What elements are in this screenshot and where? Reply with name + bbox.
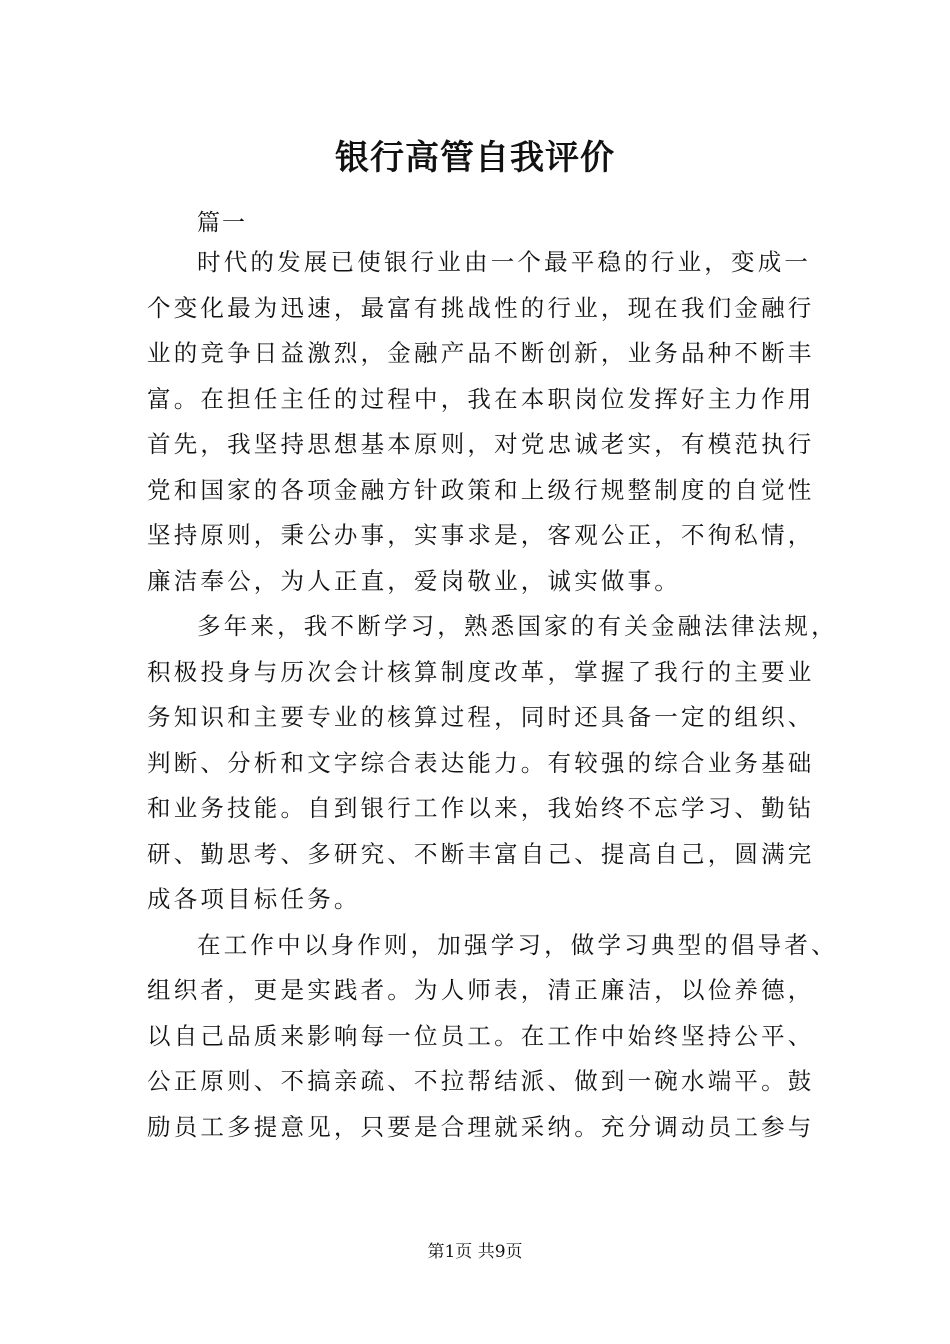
text-line: 业的竞争日益激烈，金融产品不断创新，业务品种不断丰 [147, 339, 815, 367]
text-line: 党和国家的各项金融方针政策和上级行规整制度的自觉性 [147, 475, 815, 504]
text-line: 和业务技能。自到银行工作以来，我始终不忘学习、勤钻 [147, 794, 815, 822]
paragraph-3 [147, 923, 838, 1151]
text-line: 时代的发展已使银行业由一个最平稳的行业，变成一 [197, 248, 812, 276]
text-line: 在工作中以身作则，加强学习，做学习典型的倡导者、 [197, 930, 838, 959]
text-line: 组织者，更是实践者。为人师表，清正廉洁，以俭养德， [147, 976, 815, 1004]
document-title: 银行高管自我评价 [335, 138, 615, 178]
text-line: 励员工多提意见，只要是合理就采纳。充分调动员工参与 [147, 1112, 815, 1141]
section-label: 篇一 [197, 210, 247, 236]
text-line: 多年来，我不断学习，熟悉国家的有关金融法律法规， [197, 612, 838, 640]
text-line: 判断、分析和文字综合表达能力。有较强的综合业务基础 [147, 748, 815, 777]
text-line: 以自己品质来影响每一位员工。在工作中始终坚持公平、 [147, 1021, 815, 1050]
document-body [147, 240, 838, 1150]
text-line: 研、勤思考、多研究、不断丰富自己、提高自己，圆满完 [147, 839, 815, 868]
page-footer: 第1页 共9页 [427, 1242, 523, 1262]
text-line: 公正原则、不搞亲疏、不拉帮结派、做到一碗水端平。鼓 [147, 1067, 815, 1095]
paragraph-2 [147, 604, 838, 923]
text-line: 坚持原则，秉公办事，实事求是，客观公正，不徇私情， [147, 521, 815, 549]
text-line: 成各项目标任务。 [147, 885, 361, 913]
paragraph-1 [147, 240, 817, 604]
text-line: 个变化最为迅速，最富有挑战性的行业，现在我们金融行 [147, 293, 815, 322]
text-line: 首先，我坚持思想基本原则，对党忠诚老实，有模范执行 [147, 430, 815, 458]
text-line: 务知识和主要专业的核算过程，同时还具备一定的组织、 [147, 703, 815, 731]
text-line: 廉洁奉公，为人正直，爱岗敬业，诚实做事。 [147, 566, 681, 595]
text-line: 富。在担任主任的过程中，我在本职岗位发挥好主力作用 [147, 384, 815, 413]
text-line: 积极投身与历次会计核算制度改革，掌握了我行的主要业 [147, 657, 815, 686]
